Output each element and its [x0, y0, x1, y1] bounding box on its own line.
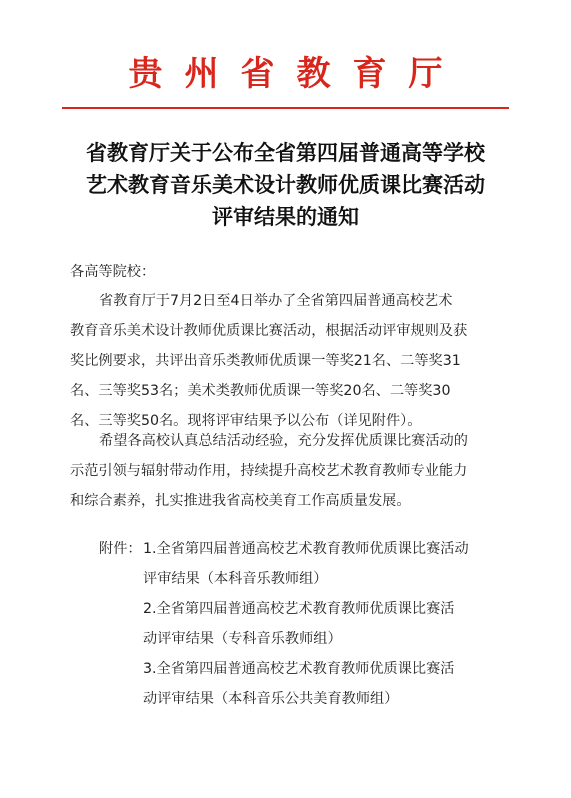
paragraph-line: 奖比例要求，共评出音乐类教师优质课一等奖21名、二等奖31 [70, 353, 461, 369]
paragraph-line: 名、三等奖53名；美术类教师优质课一等奖20名、二等奖30 [70, 383, 451, 399]
red-separator-line [62, 107, 509, 109]
paragraph-line: 省教育厅于7月2日至4日举办了全省第四届普通高校艺术 [99, 293, 453, 309]
attachment-1-line-2: 评审结果（本科音乐教师组） [143, 571, 328, 587]
paragraph-line: 教育音乐美术设计教师优质课比赛活动，根据活动评审规则及获 [70, 323, 468, 339]
attachment-2-line-1: 2.全省第四届普通高校艺术教育教师优质课比赛活 [143, 601, 455, 617]
attachment-3-line-2: 动评审结果（本科音乐公共美育教师组） [143, 691, 399, 707]
title-line-2: 艺术教育音乐美术设计教师优质课比赛活动 [86, 172, 485, 197]
paragraph-expectations [70, 426, 512, 516]
paragraph-line: 名、三等奖50名。现将评审结果予以公布（详见附件）。 [70, 413, 422, 429]
attachment-2-line-2: 动评审结果（专科音乐教师组） [143, 631, 342, 647]
issuing-authority-header: 贵州省教育厅 [128, 54, 465, 94]
paragraph-line: 希望各高校认真总结活动经验，充分发挥优质课比赛活动的 [99, 433, 468, 449]
salutation: 各高等院校： [70, 264, 156, 280]
attachment-1-line-1: 1.全省第四届普通高校艺术教育教师优质课比赛活动 [143, 541, 469, 557]
attachment-item-1 [70, 534, 512, 564]
attachment-3-line-1: 3.全省第四届普通高校艺术教育教师优质课比赛活 [143, 661, 455, 677]
paragraph-line: 示范引领与辐射带动作用，持续提升高校艺术教育教师专业能力 [70, 463, 468, 479]
document-title [40, 137, 531, 233]
title-line-1: 省教育厅关于公布全省第四届普通高等学校 [86, 140, 485, 165]
attachments-label: 附件： [99, 541, 142, 557]
paragraph-results [70, 286, 512, 436]
paragraph-line: 和综合素养，扎实推进我省高校美育工作高质量发展。 [70, 493, 411, 509]
attachments-list [70, 534, 512, 714]
title-line-3: 评审结果的通知 [212, 204, 359, 229]
